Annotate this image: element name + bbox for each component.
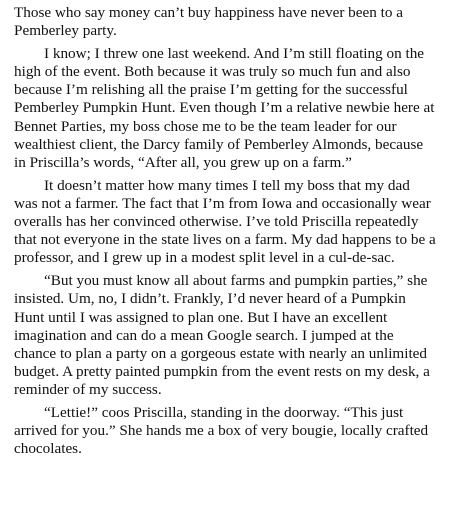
paragraph-2: I know; I threw one last weekend. And I’m still floating on the high of the event. Both because it was truly so much fun and also because I’m relishing all the praise I’m getting for the successful Pemberley Pumpkin Hunt. Even though I’m a relative newbie here at Bennet Parties, my boss chose me to be the team leader for our wealthiest client, the Darcy family of Pemberley Almonds, because in Priscilla’s words, “After all, you grew up on a farm.” xyxy=(14,45,435,171)
paragraph-4: “But you must know all about farms and pumpkin parties,” she insisted. Um, no, I didn’t. Frankly, I’d never heard of a Pumpkin Hunt until I was assigned to plan one. But I have an excellent imagination and can do a mean Google search. I jumped at the chance to plan a party on a gorgeous estate with nearly an unlimited budget. A pretty painted pumpkin from the event rests on my desk, a reminder of my success. xyxy=(14,272,430,398)
paragraph-1: Those who say money can’t buy happiness have never been to a Pemberley party. xyxy=(14,4,403,40)
paragraph-5: “Lettie!” coos Priscilla, standing in the doorway. “This just arrived for you.” She hands me a box of very bougie, locally crafted chocolates. xyxy=(14,403,429,458)
paragraph-3: It doesn’t matter how many times I tell my boss that my dad was not a farmer. The fact that I’m from Iowa and occasionally wear overalls has her convinced otherwise. I’ve told Priscilla repeatedly that not everyone in the state lives on a farm. My dad happens to be a professor, and I grew up in a modest split level in a cul-de-sac. xyxy=(14,176,436,267)
